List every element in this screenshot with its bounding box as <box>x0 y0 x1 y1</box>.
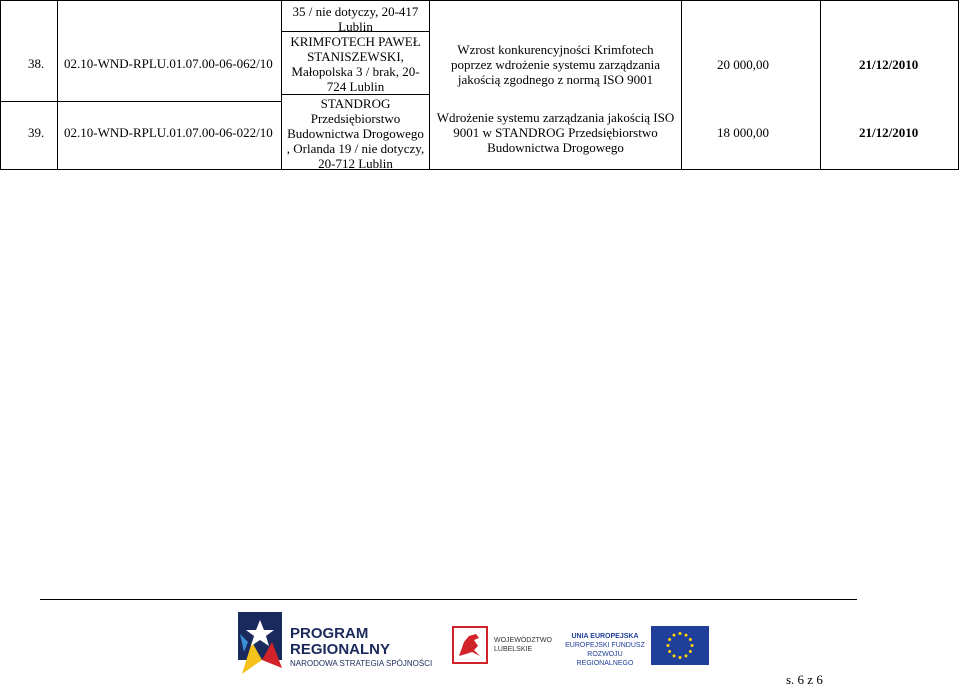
table-border <box>958 0 959 170</box>
eu-fund-logo: UNIA EUROPEJSKA EUROPEJSKI FUNDUSZ ROZWOJU REGIONALNEGO <box>565 633 645 667</box>
lubelskie-crest-icon <box>452 626 488 664</box>
table-border <box>0 101 281 102</box>
application-code: 02.10-WND-RPLU.01.07.00-06-022/10 <box>64 125 273 140</box>
table-border <box>0 0 959 1</box>
table-border <box>281 94 430 95</box>
table-border <box>57 0 58 170</box>
project-title: Wzrost konkurencyjności Krimfotech poprzez wdrożenie systemu zarządzania jakością zgodnego z normą ISO 9001 <box>451 42 660 87</box>
beneficiary: KRIMFOTECH PAWEŁ STANISZEWSKI, Małopolska 3 / brak, 20- 724 Lublin <box>290 34 421 94</box>
table-border <box>681 0 682 170</box>
footer-logos <box>0 612 960 687</box>
program-regionalny-logo: PROGRAM REGIONALNY NARODOWA STRATEGIA SPÓJNOŚCI <box>290 625 433 668</box>
grant-amount: 20 000,00 <box>717 57 769 72</box>
address-continuation: 35 / nie dotyczy, 20-417 Lublin <box>292 4 419 34</box>
footer-divider <box>40 599 857 600</box>
decision-date: 21/12/2010 <box>859 57 919 72</box>
program-regionalny-star-icon <box>238 612 284 674</box>
decision-date: 21/12/2010 <box>859 125 919 140</box>
application-code: 02.10-WND-RPLU.01.07.00-06-062/10 <box>64 56 273 71</box>
lubelskie-logo: WOJEWÓDZTWO LUBELSKIE <box>494 637 552 653</box>
table-border <box>0 0 1 170</box>
grants-table <box>0 0 960 170</box>
eu-flag-icon <box>651 626 709 665</box>
row-number: 38. <box>28 56 45 71</box>
row-number: 39. <box>28 125 45 140</box>
table-border <box>820 0 821 170</box>
grant-amount: 18 000,00 <box>717 125 769 140</box>
table-border <box>0 169 959 170</box>
project-title: Wdrożenie systemu zarządzania jakością ISO 9001 w STANDROG Przedsiębiorstwo Budownictwa Drogowego <box>436 110 675 155</box>
page-number: s. 6 z 6 <box>786 672 823 687</box>
beneficiary: STANDROG Przedsiębiorstwo Budownictwa Drogowego , Orlanda 19 / nie dotyczy, 20-712 Lublin <box>286 96 425 171</box>
